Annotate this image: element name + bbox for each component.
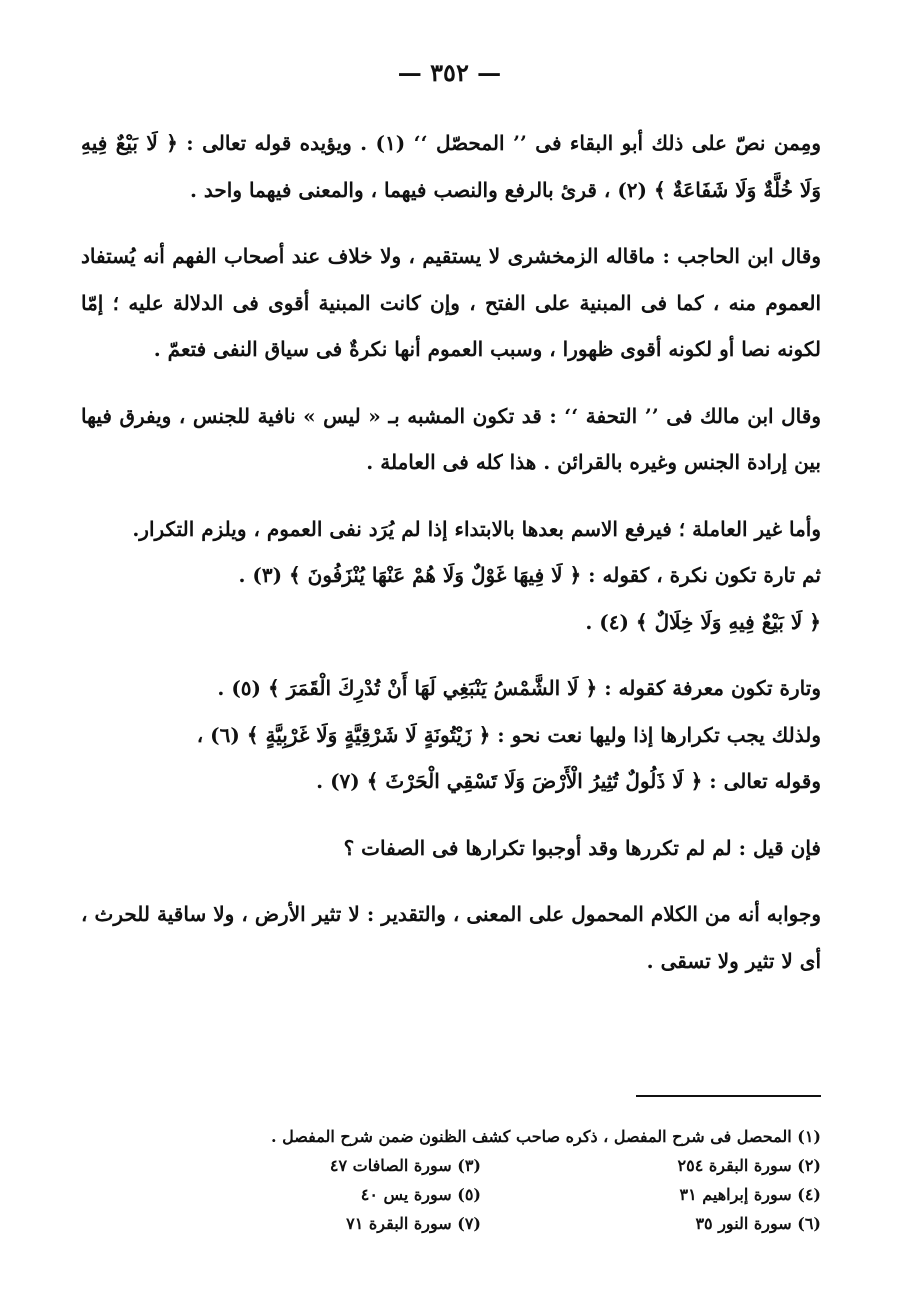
- paragraph-7: وتارة تكون معرفة كقوله : ﴿ لَا الشَّمْسُ يَنْبَغِي لَهَا أَنْ تُدْرِكَ الْقَمَرَ ﴾ (٥) .: [217, 676, 821, 700]
- paragraph-11: وجوابه أنه من الكلام المحمول على المعنى ، والتقدير : لا تثير الأرض ، ولا ساقية للحرث ، أى لا تثير ولا تسقى .: [81, 902, 821, 973]
- paragraph-1: ومِمن نصّ على ذلك أبو البقاء فى ’’ المحصّل ‘‘ (١) . ويؤيده قوله تعالى : ﴿ لَا بَيْعٌ فِيهِ وَلَا خُلَّةٌ وَلَا شَفَاعَةٌ ﴾ (٢) ، قرئ بالرفع والنصب فيهما ، والمعنى فيهما واحد .: [81, 131, 821, 202]
- footnote-5: (٥) سورة يس ٤٠: [360, 1185, 481, 1204]
- main-text: [81, 120, 821, 984]
- paragraph-3: وقال ابن مالك فى ’’ التحفة ‘‘ : قد تكون المشبه بـ « ليس » نافية للجنس ، ويفرق فيها بين إرادة الجنس وغيره بالقرائن . هذا كله فى العاملة .: [81, 403, 821, 474]
- paragraph-4: وأما غير العاملة ؛ فيرفع الاسم بعدها بالابتداء إذا لم يُرَد نفى العموم ، ويلزم التكرار.: [132, 516, 821, 541]
- page-number: — ٣٥٢ —: [397, 58, 502, 87]
- paragraph-9: وقوله تعالى : ﴿ لَا ذَلُولٌ تُثِيرُ الْأَرْضَ وَلَا تَسْقِي الْحَرْثَ ﴾ (٧) .: [316, 769, 821, 793]
- footnotes: [81, 1122, 821, 1238]
- footnote-2: (٢) سورة البقرة ٢٥٤: [677, 1156, 821, 1175]
- footnote-divider: [636, 1095, 821, 1097]
- footnote-3: (٣) سورة الصافات ٤٧: [329, 1156, 481, 1175]
- footnote-1: (١) المحصل فى شرح المفصل ، ذكره صاحب كشف الظنون ضمن شرح المفصل .: [271, 1127, 821, 1146]
- paragraph-8: ولذلك يجب تكرارها إذا وليها نعت نحو : ﴿ زَيْتُونَةٍ لَا شَرْقِيَّةٍ وَلَا غَرْبِيَّةٍ ﴾ (٦) ،: [196, 722, 821, 747]
- paragraph-6: ﴿ لَا بَيْعٌ فِيهِ وَلَا خِلَالٌ ﴾ (٤) .: [585, 609, 821, 634]
- footnote-7: (٧) سورة البقرة ٧١: [346, 1214, 481, 1233]
- paragraph-2: وقال ابن الحاجب : ماقاله الزمخشرى لا يستقيم ، ولا خلاف عند أصحاب الفهم أنه يُستفاد العموم منه ، كما فى المبنية على الفتح ، وإن كانت المبنية أقوى فى الدلالة عليه ؛ إمّا لكونه نصا أو لكونه أقوى ظهورا ، وسبب العموم أنها نكرةٌ فى سياق النفى فتعمّ .: [81, 244, 821, 361]
- footnote-4: (٤) سورة إبراهيم ٣١: [679, 1185, 821, 1204]
- paragraph-10: فإن قيل : لم لم تكررها وقد أوجبوا تكرارها فى الصفات ؟: [343, 835, 821, 860]
- paragraph-5: ثم تارة تكون نكرة ، كقوله : ﴿ لَا فِيهَا غَوْلٌ وَلَا هُمْ عَنْهَا يُنْزَفُونَ ﴾ (٣) .: [238, 563, 821, 587]
- footnote-6: (٦) سورة النور ٣٥: [695, 1214, 821, 1233]
